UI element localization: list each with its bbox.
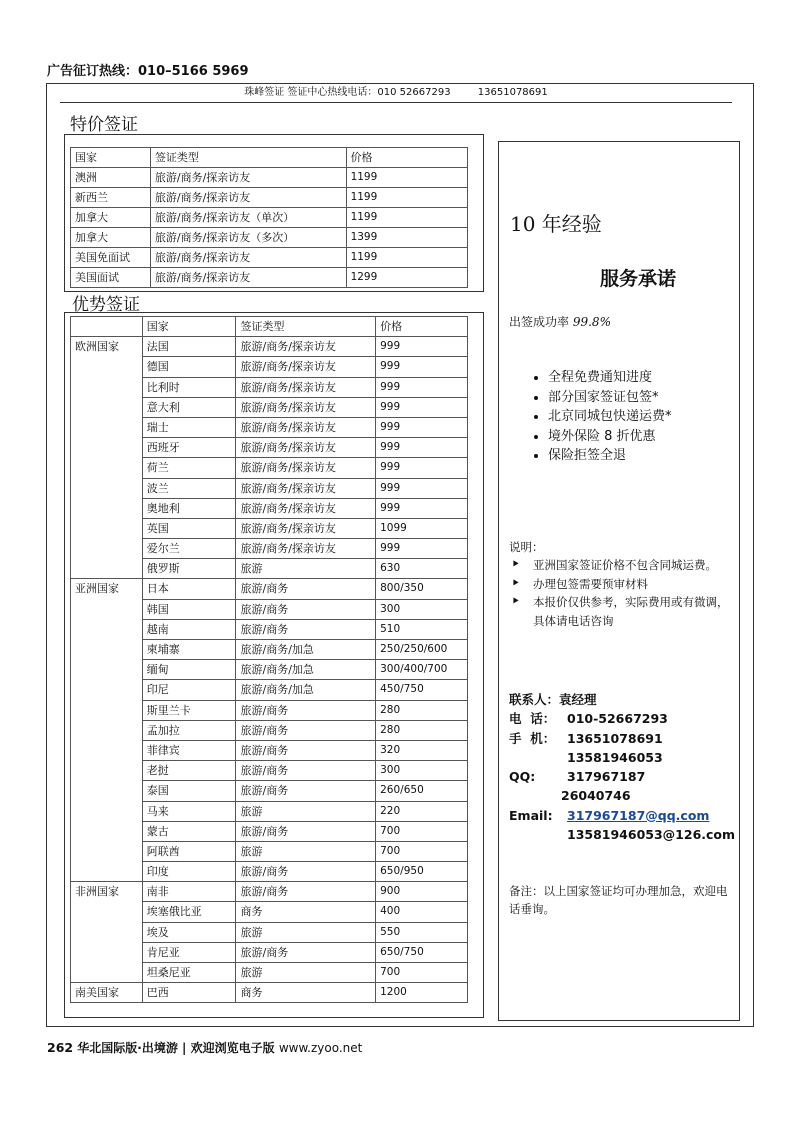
country-cell: 俄罗斯	[142, 559, 236, 579]
country-cell: 奥地利	[142, 498, 236, 518]
price-cell: 1199	[346, 248, 467, 268]
list-item: • 全程免费通知进度	[548, 368, 672, 388]
price-cell: 220	[376, 801, 468, 821]
table-row	[71, 208, 468, 228]
visa-type-cell: 旅游	[236, 559, 376, 579]
phone-number[interactable]: 010-52667293	[567, 711, 668, 727]
mobile-row-2	[509, 748, 739, 767]
contact-person: 袁经理	[559, 692, 597, 707]
country-cell: 坦桑尼亚	[142, 963, 236, 983]
table-row	[71, 337, 468, 357]
visa-type-cell: 旅游/商务/探亲访友	[236, 458, 376, 478]
service-promise-label: 服务承诺	[600, 268, 677, 290]
country-cell: 南非	[142, 882, 236, 902]
visa-type-cell: 旅游/商务	[236, 821, 376, 841]
visa-type-cell: 旅游/商务/探亲访友	[236, 478, 376, 498]
visa-type-cell: 旅游/商务/探亲访友	[236, 498, 376, 518]
price-cell: 1200	[376, 983, 468, 1003]
contact-block	[509, 690, 739, 844]
price-cell: 1099	[376, 518, 468, 538]
country-cell: 肯尼亚	[142, 942, 236, 962]
visa-type-cell: 旅游/商务/探亲访友	[236, 417, 376, 437]
list-item: • 境外保险 8 折优惠	[548, 427, 672, 447]
price-cell: 250/250/600	[376, 640, 468, 660]
country-cell: 比利时	[142, 377, 236, 397]
visa-type-cell: 旅游/商务/加急	[236, 660, 376, 680]
region-cell: 非洲国家	[71, 882, 143, 983]
header-brand	[244, 87, 450, 98]
email-label: Email:	[509, 807, 553, 823]
qq-label: QQ:	[509, 769, 536, 785]
page-number: 262	[47, 1040, 74, 1055]
price-cell: 630	[376, 559, 468, 579]
country-cell: 西班牙	[142, 438, 236, 458]
qq-number-2[interactable]: 26040746	[561, 788, 631, 804]
header-mobile: 13651078691	[477, 87, 548, 98]
mobile-label: 手 机：	[509, 730, 556, 746]
price-cell: 999	[376, 417, 468, 437]
price-cell: 260/650	[376, 781, 468, 801]
price-cell: 300	[376, 599, 468, 619]
special-visa-table	[70, 147, 468, 288]
country-cell: 菲律宾	[142, 740, 236, 760]
price-cell: 999	[376, 478, 468, 498]
success-rate-value: 99.8%	[572, 315, 611, 329]
country-cell: 马来	[142, 801, 236, 821]
price-cell: 1199	[346, 208, 467, 228]
visa-type-cell: 旅游	[236, 801, 376, 821]
visa-type-cell: 旅游/商务	[236, 700, 376, 720]
visa-type-cell: 旅游/商务	[236, 740, 376, 760]
region-cell: 亚洲国家	[71, 579, 143, 882]
country-cell: 德国	[142, 357, 236, 377]
country-cell: 美国面试	[71, 268, 151, 288]
price-cell: 280	[376, 700, 468, 720]
phone-row	[509, 709, 739, 728]
country-cell: 阿联酋	[142, 841, 236, 861]
mobile-number-1[interactable]: 13651078691	[567, 730, 663, 746]
visa-type-cell: 旅游	[236, 922, 376, 942]
table-row	[71, 579, 468, 599]
country-cell: 孟加拉	[142, 720, 236, 740]
visa-type-cell: 旅游/商务/探亲访友（单次）	[150, 208, 346, 228]
header-region	[71, 317, 143, 337]
country-cell: 巴西	[142, 983, 236, 1003]
country-cell: 意大利	[142, 397, 236, 417]
table-row	[71, 168, 468, 188]
price-cell: 700	[376, 841, 468, 861]
qq-number-1[interactable]: 317967187	[567, 769, 646, 785]
header-visa-type: 签证类型	[150, 148, 346, 168]
country-cell: 爱尔兰	[142, 539, 236, 559]
advantage-visa-title: 优势签证	[72, 295, 140, 315]
footer-divider: |	[182, 1041, 187, 1055]
price-cell: 280	[376, 720, 468, 740]
country-cell: 印尼	[142, 680, 236, 700]
table-row	[71, 983, 468, 1003]
page-footer	[47, 1039, 362, 1056]
country-cell: 蒙古	[142, 821, 236, 841]
price-cell: 999	[376, 337, 468, 357]
country-cell: 柬埔寨	[142, 640, 236, 660]
price-cell: 800/350	[376, 579, 468, 599]
visa-type-cell: 旅游/商务/探亲访友（多次）	[150, 228, 346, 248]
note-text: 亚洲国家签证价格不包含同城运费。	[533, 558, 717, 572]
country-cell: 斯里兰卡	[142, 700, 236, 720]
price-cell: 510	[376, 619, 468, 639]
price-cell: 650/950	[376, 862, 468, 882]
price-cell: 1299	[346, 268, 467, 288]
price-cell: 300/400/700	[376, 660, 468, 680]
visa-type-cell: 旅游/商务/探亲访友	[236, 518, 376, 538]
qq-row	[509, 767, 739, 786]
price-cell: 650/750	[376, 942, 468, 962]
visa-type-cell: 旅游/商务/探亲访友	[150, 268, 346, 288]
price-cell: 999	[376, 397, 468, 417]
price-cell: 450/750	[376, 680, 468, 700]
arrow-bullet-icon: ⯈	[511, 558, 520, 571]
remark-text: 备注：以上国家签证均可办理加急，欢迎电话垂询。	[509, 884, 728, 916]
advantage-visa-table	[70, 316, 468, 1003]
visa-type-cell: 商务	[236, 983, 376, 1003]
email-2[interactable]: 13581946053@126.com	[567, 827, 736, 843]
visa-type-cell: 旅游/商务	[236, 619, 376, 639]
visa-type-cell: 旅游/商务/探亲访友	[236, 438, 376, 458]
header-country: 国家	[142, 317, 236, 337]
visa-type-cell: 旅游/商务/探亲访友	[236, 397, 376, 417]
visa-type-cell: 旅游/商务/探亲访友	[236, 357, 376, 377]
list-item: • 北京同城包快递运费*	[548, 407, 672, 427]
country-cell: 瑞士	[142, 417, 236, 437]
country-cell: 荷兰	[142, 458, 236, 478]
contact-person-label: 联系人：	[509, 692, 560, 707]
country-cell: 法国	[142, 337, 236, 357]
visa-type-cell: 旅游/商务/探亲访友	[150, 168, 346, 188]
price-cell: 550	[376, 922, 468, 942]
country-cell: 埃塞俄比亚	[142, 902, 236, 922]
header-country: 国家	[71, 148, 151, 168]
visa-type-cell: 旅游/商务	[236, 882, 376, 902]
country-cell: 新西兰	[71, 188, 151, 208]
price-cell: 700	[376, 963, 468, 983]
price-cell: 999	[376, 498, 468, 518]
price-cell: 900	[376, 882, 468, 902]
price-cell: 700	[376, 821, 468, 841]
success-rate	[509, 313, 611, 330]
website-link[interactable]: www.zyoo.net	[278, 1041, 363, 1055]
visa-type-cell: 旅游/商务/探亲访友	[236, 337, 376, 357]
visa-type-cell: 旅游/商务	[236, 579, 376, 599]
contact-person-row	[509, 690, 739, 709]
note-item	[509, 556, 737, 575]
price-cell: 999	[376, 357, 468, 377]
list-item: • 部分国家签证包签*	[548, 388, 672, 408]
header-visa-type: 签证类型	[236, 317, 376, 337]
visa-type-cell: 商务	[236, 902, 376, 922]
header-price: 价格	[376, 317, 468, 337]
qq-row-2	[509, 786, 739, 805]
arrow-bullet-icon: ⯈	[511, 576, 520, 590]
visa-type-cell: 旅游/商务/加急	[236, 640, 376, 660]
price-cell: 1199	[346, 188, 467, 208]
note-item	[509, 593, 737, 630]
ad-hotline: 广告征订热线：010–5166 5969	[47, 64, 249, 79]
region-cell: 南美国家	[71, 983, 143, 1003]
country-cell: 老挝	[142, 761, 236, 781]
note-text: 本报价仅供参考，实际费用或有微调，具体请电话咨询	[533, 595, 729, 628]
visa-type-cell: 旅游/商务	[236, 862, 376, 882]
price-cell: 300	[376, 761, 468, 781]
visa-type-cell: 旅游/商务	[236, 781, 376, 801]
note-text: 办理包签需要预审材料	[533, 576, 648, 591]
country-cell: 韩国	[142, 599, 236, 619]
region-cell: 欧洲国家	[71, 337, 143, 579]
country-cell: 印度	[142, 862, 236, 882]
footer-slogan: 欢迎浏览电子版	[190, 1041, 275, 1055]
country-cell: 澳洲	[71, 168, 151, 188]
experience-label: 10 年经验	[510, 212, 602, 236]
note-item	[509, 575, 737, 594]
price-cell: 999	[376, 458, 468, 478]
header-bar	[60, 84, 732, 103]
header-price: 价格	[346, 148, 467, 168]
country-cell: 加拿大	[71, 228, 151, 248]
country-cell: 英国	[142, 518, 236, 538]
mobile-number-2[interactable]: 13581946053	[567, 749, 663, 765]
price-cell: 400	[376, 902, 468, 922]
visa-type-cell: 旅游/商务/探亲访友	[150, 248, 346, 268]
table-row	[71, 268, 468, 288]
visa-type-cell: 旅游/商务/探亲访友	[150, 188, 346, 208]
visa-type-cell: 旅游/商务	[236, 761, 376, 781]
brand-name: 珠峰签证	[244, 87, 285, 98]
publication-name: 华北国际版·出境游	[77, 1041, 178, 1055]
country-cell: 缅甸	[142, 660, 236, 680]
price-cell: 1399	[346, 228, 467, 248]
table-row	[71, 188, 468, 208]
email-link-1[interactable]: 317967187@qq.com	[567, 807, 710, 823]
country-cell: 波兰	[142, 478, 236, 498]
special-visa-title: 特价签证	[70, 115, 138, 135]
notes-list	[509, 556, 737, 630]
visa-type-cell: 旅游/商务/探亲访友	[236, 539, 376, 559]
table-header-row	[71, 148, 468, 168]
price-cell: 320	[376, 740, 468, 760]
success-rate-label: 出签成功率	[509, 315, 570, 329]
country-cell: 日本	[142, 579, 236, 599]
visa-type-cell: 旅游/商务	[236, 942, 376, 962]
price-cell: 999	[376, 438, 468, 458]
visa-type-cell: 旅游	[236, 963, 376, 983]
visa-type-cell: 旅游/商务	[236, 720, 376, 740]
list-item: • 保险拒签全退	[548, 446, 672, 466]
email-row-2	[509, 825, 739, 844]
country-cell: 泰国	[142, 781, 236, 801]
table-row	[71, 882, 468, 902]
price-cell: 999	[376, 539, 468, 559]
table-row	[71, 248, 468, 268]
phone-label: 电 话：	[509, 711, 556, 727]
visa-type-cell: 旅游/商务/探亲访友	[236, 377, 376, 397]
price-cell: 999	[376, 377, 468, 397]
hotline-label: 签证中心热线电话：010 52667293	[287, 87, 451, 98]
table-header-row	[71, 317, 468, 337]
country-cell: 美国免面试	[71, 248, 151, 268]
table-row	[71, 228, 468, 248]
visa-type-cell: 旅游	[236, 841, 376, 861]
email-row	[509, 806, 739, 825]
visa-type-cell: 旅游/商务	[236, 599, 376, 619]
notes-title: 说明：	[509, 540, 544, 554]
price-cell: 1199	[346, 168, 467, 188]
benefit-list	[530, 368, 672, 466]
country-cell: 越南	[142, 619, 236, 639]
country-cell: 加拿大	[71, 208, 151, 228]
arrow-bullet-icon: ⯈	[511, 595, 520, 608]
visa-type-cell: 旅游/商务/加急	[236, 680, 376, 700]
mobile-row	[509, 729, 739, 748]
country-cell: 埃及	[142, 922, 236, 942]
